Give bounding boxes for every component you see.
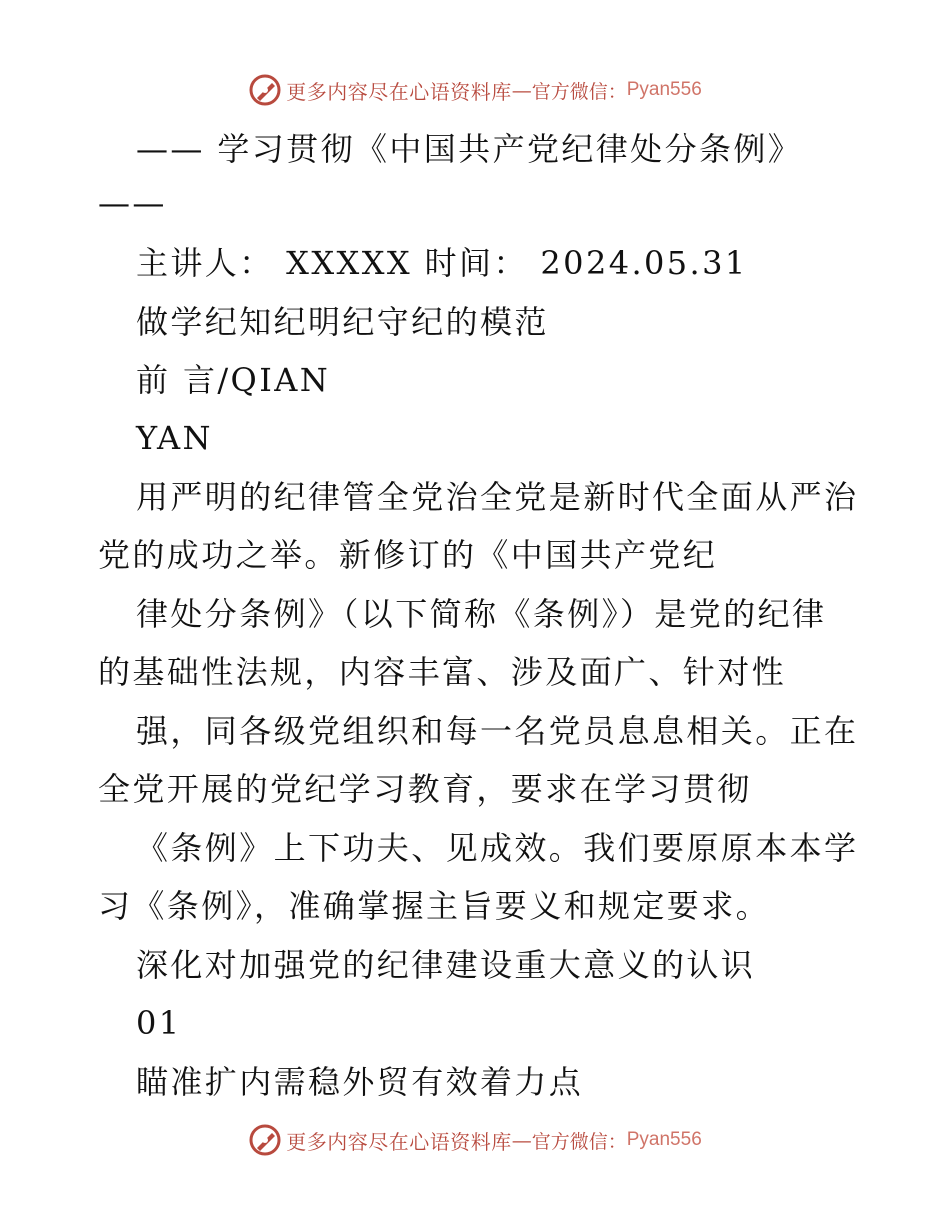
section-number: 01 [136,1004,182,1042]
paragraph-line: 全党开展的党纪学习教育，要求在学习贯彻 [98,770,752,808]
paragraph-line: 强，同各级党组织和每一名党员息息相关。正在 [136,712,859,750]
speaker-date-line: 主讲人： XXXXX 时间： 2024.05.31 [136,244,748,282]
paragraph-line: 习《条例》，准确掌握主旨要义和规定要求。 [98,887,771,925]
header-banner [0,70,950,110]
banner-wechat-id: Pyan556 [626,1129,702,1150]
paragraph-line: 律处分条例》（以下简称《条例》）是党的纪律 [136,595,827,633]
banner-label: 官方微信： [531,1130,627,1153]
title-line: —— 学习贯彻《中国共产党纪律处分条例》 [136,130,803,168]
paragraph-line: 的基础性法规，内容丰富、涉及面广、针对性 [98,653,787,691]
banner-separator: — [511,1128,532,1152]
subtitle-line: 做学纪知纪明纪守纪的模范 [136,303,549,341]
paragraph-line: 用严明的纪律管全党治全党是新时代全面从严治 [136,478,859,516]
preface-heading: 前 言/QIAN [136,361,331,399]
section-heading: 深化对加强党的纪律建设重大意义的认识 [136,946,756,984]
banner-separator: — [511,78,532,102]
paragraph-line: 党的成功之举。新修订的《中国共产党纪 [98,536,718,574]
title-dash-line: —— [98,184,167,222]
banner-text: 更多内容尽在心语资料库 [286,79,512,104]
banner-text: 更多内容尽在心语资料库 [286,1129,512,1154]
preface-heading-cont: YAN [136,419,213,457]
section-subheading: 瞄准扩内需稳外贸有效着力点 [136,1063,584,1101]
pen-logo-icon [248,73,282,107]
banner-label: 官方微信： [531,80,627,103]
banner-wechat-id: Pyan556 [626,79,702,100]
pen-logo-icon [248,1123,282,1157]
footer-banner [0,1120,950,1160]
paragraph-line: 《条例》上下功夫、见成效。我们要原原本本学 [136,829,859,867]
